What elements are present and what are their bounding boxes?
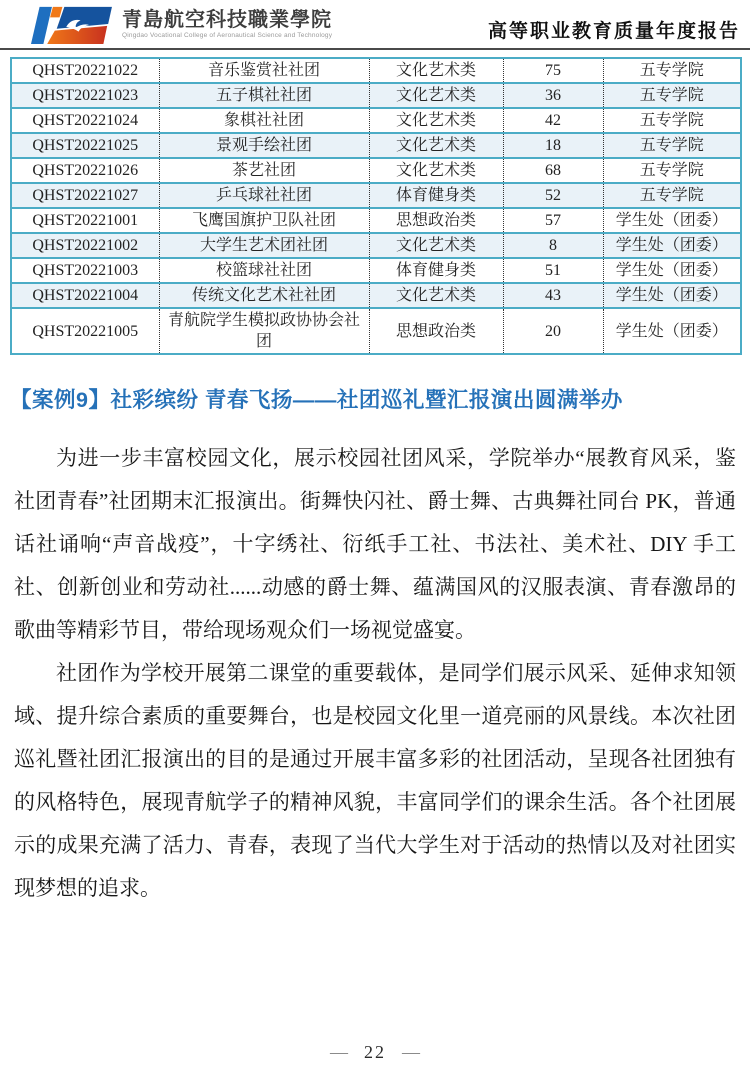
cell-department: 学生处（团委） xyxy=(603,208,741,233)
cell-id: QHST20221025 xyxy=(11,133,159,158)
cell-members: 43 xyxy=(503,283,603,308)
cell-id: QHST20221022 xyxy=(11,58,159,83)
cell-category: 文化艺术类 xyxy=(369,83,503,108)
page-footer xyxy=(0,1042,750,1063)
cell-members: 51 xyxy=(503,258,603,283)
cell-id: QHST20221027 xyxy=(11,183,159,208)
table-row xyxy=(11,308,741,354)
clubs-table xyxy=(10,57,742,355)
cell-name: 青航院学生模拟政协协会社团 xyxy=(159,308,369,354)
cell-id: QHST20221024 xyxy=(11,108,159,133)
cell-id: QHST20221002 xyxy=(11,233,159,258)
report-title: 高等职业教育质量年度报告 xyxy=(487,21,740,42)
case-heading: 【案例9】社彩缤纷 青春飞扬——社团巡礼暨汇报演出圆满举办 xyxy=(10,388,623,412)
cell-members: 20 xyxy=(503,308,603,354)
table-row xyxy=(11,183,741,208)
page-number: 22 xyxy=(364,1042,386,1062)
table-row xyxy=(11,108,741,133)
cell-id: QHST20221004 xyxy=(11,283,159,308)
cell-department: 学生处（团委） xyxy=(603,258,741,283)
cell-name: 飞鹰国旗护卫队社团 xyxy=(159,208,369,233)
cell-id: QHST20221001 xyxy=(11,208,159,233)
cell-department: 学生处（团委） xyxy=(603,308,741,354)
cell-department: 五专学院 xyxy=(603,58,741,83)
table-row xyxy=(11,233,741,258)
table-row xyxy=(11,58,741,83)
cell-department: 五专学院 xyxy=(603,158,741,183)
cell-id: QHST20221003 xyxy=(11,258,159,283)
footer-dash-right: — xyxy=(402,1042,420,1062)
logo-area xyxy=(28,4,332,44)
footer-dash-left: — xyxy=(330,1042,348,1062)
cell-members: 75 xyxy=(503,58,603,83)
cell-department: 五专学院 xyxy=(603,108,741,133)
cell-id: QHST20221005 xyxy=(11,308,159,354)
cell-category: 体育健身类 xyxy=(369,183,503,208)
cell-members: 36 xyxy=(503,83,603,108)
cell-members: 42 xyxy=(503,108,603,133)
cell-name: 大学生艺术团社团 xyxy=(159,233,369,258)
college-name: 青島航空科技職業學院 xyxy=(122,8,332,31)
college-logo-icon xyxy=(28,4,114,44)
cell-members: 18 xyxy=(503,133,603,158)
cell-category: 文化艺术类 xyxy=(369,133,503,158)
cell-name: 五子棋社社团 xyxy=(159,83,369,108)
cell-department: 五专学院 xyxy=(603,133,741,158)
body-paragraph-2: 社团作为学校开展第二课堂的重要载体，是同学们展示风采、延伸求知领域、提升综合素质的重要舞台，也是校园文化里一道亮丽的风景线。本次社团巡礼暨社团汇报演出的目的是通过开展丰富多彩的社团活动，呈现各社团独有的风格特色，展现青航学子的精神风貌，丰富同学们的课余生活。各个社团展示的成果充满了活力、青春，表现了当代大学生对于活动的热情以及对社团实现梦想的追求。 xyxy=(14,661,736,900)
cell-name: 传统文化艺术社社团 xyxy=(159,283,369,308)
cell-name: 象棋社社团 xyxy=(159,108,369,133)
cell-category: 思想政治类 xyxy=(369,308,503,354)
cell-name: 乒乓球社社团 xyxy=(159,183,369,208)
college-names xyxy=(122,8,332,41)
cell-category: 文化艺术类 xyxy=(369,58,503,83)
cell-department: 五专学院 xyxy=(603,83,741,108)
college-name-en: Qingdao Vocational College of Aeronautical Science and Technology xyxy=(122,31,333,39)
cell-department: 学生处（团委） xyxy=(603,283,741,308)
cell-category: 思想政治类 xyxy=(369,208,503,233)
table-row xyxy=(11,258,741,283)
cell-department: 五专学院 xyxy=(603,183,741,208)
cell-members: 52 xyxy=(503,183,603,208)
cell-category: 文化艺术类 xyxy=(369,283,503,308)
cell-name: 茶艺社团 xyxy=(159,158,369,183)
table-row xyxy=(11,208,741,233)
cell-category: 文化艺术类 xyxy=(369,158,503,183)
page-header xyxy=(0,0,750,50)
cell-members: 57 xyxy=(503,208,603,233)
table-row xyxy=(11,283,741,308)
cell-name: 音乐鉴赏社社团 xyxy=(159,58,369,83)
table-row xyxy=(11,158,741,183)
cell-id: QHST20221026 xyxy=(11,158,159,183)
cell-category: 文化艺术类 xyxy=(369,108,503,133)
cell-category: 文化艺术类 xyxy=(369,233,503,258)
table-row xyxy=(11,83,741,108)
table-row xyxy=(11,133,741,158)
cell-members: 68 xyxy=(503,158,603,183)
cell-name: 景观手绘社团 xyxy=(159,133,369,158)
cell-department: 学生处（团委） xyxy=(603,233,741,258)
cell-id: QHST20221023 xyxy=(11,83,159,108)
cell-members: 8 xyxy=(503,233,603,258)
body-paragraph-1: 为进一步丰富校园文化，展示校园社团风采，学院举办“展教育风采，鉴社团青春”社团期末汇报演出。街舞快闪社、爵士舞、古典舞社同台 PK，普通话社诵响“声音战疫”，十字绣社、衍纸手工社、书法社、美术社、DIY 手工社、创新创业和劳动社......动感的爵士舞、蕴满国风的汉服表演、青春激昂的歌曲等精彩节目，带给现场观众们一场视觉盛宴。 xyxy=(14,446,736,642)
cell-name: 校篮球社社团 xyxy=(159,258,369,283)
clubs-table-body xyxy=(11,58,741,354)
cell-category: 体育健身类 xyxy=(369,258,503,283)
